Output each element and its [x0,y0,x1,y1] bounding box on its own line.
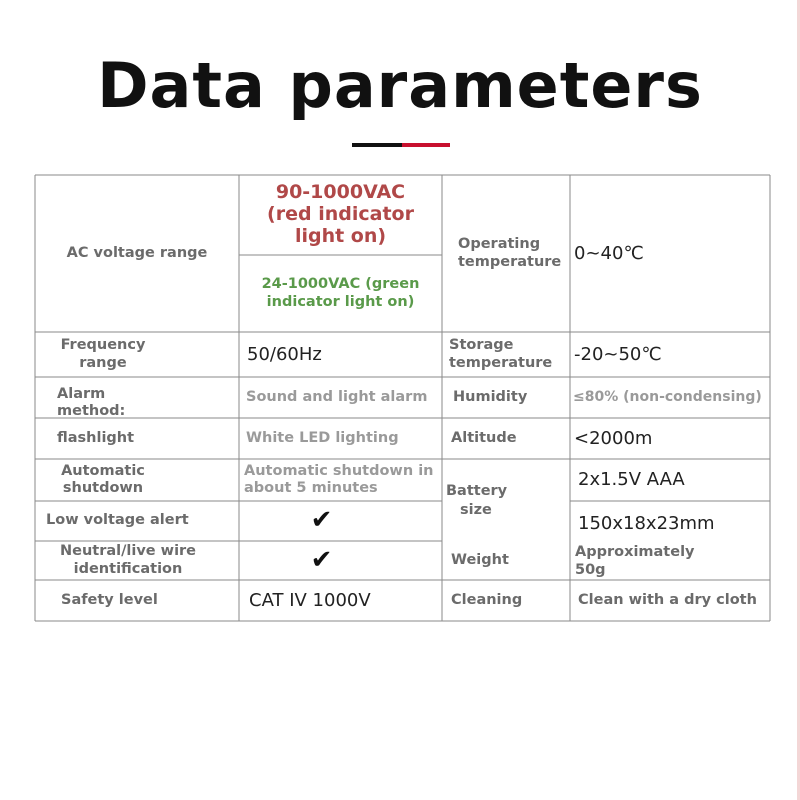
operating-temperature-value: 0~40℃ [574,242,644,264]
safety-level-value: CAT IV 1000V [249,589,371,611]
weight-label: Weight [451,551,509,568]
neutral-live-label: Neutral/live wire identification [59,543,197,577]
cleaning-value: Clean with a dry cloth [578,591,757,608]
operating-temperature-label: Operating temperature [458,236,562,270]
low-voltage-alert-label: Low voltage alert [46,512,189,529]
weight-value: Approximately 50g [575,544,695,578]
underline-black-segment [352,143,402,147]
flashlight-label: flashlight [57,430,135,447]
humidity-value: ≤80% (non-condensing) [573,389,762,406]
page-title: Data parameters [97,49,703,122]
flashlight-value: White LED lighting [246,429,399,446]
battery-label: Battery [446,483,508,500]
size-value: 150x18x23mm [578,512,715,534]
safety-level-label: Safety level [61,591,158,608]
size-label: size [460,502,492,519]
neutral-live-check-icon: ✔ [310,544,333,575]
auto-shutdown-label: Automatic shutdown [61,462,145,496]
alarm-method-label: Alarm method: [57,385,126,419]
cleaning-label: Cleaning [451,591,523,608]
underline-red-segment [402,143,450,147]
battery-value: 2x1.5V AAA [578,469,685,491]
low-voltage-check-icon: ✔ [310,505,333,536]
title-underline [352,143,450,147]
ac-voltage-label: AC voltage range [66,244,208,261]
storage-temperature-value: -20~50℃ [574,343,662,365]
humidity-label: Humidity [453,388,528,405]
frequency-value: 50/60Hz [247,343,322,365]
auto-shutdown-value: Automatic shutdown in about 5 minutes [244,462,434,496]
frequency-label: Frequency range [60,337,146,371]
altitude-label: Altitude [451,429,517,446]
storage-temperature-label: Storage temperature [449,337,553,371]
alarm-method-value: Sound and light alarm [246,388,428,405]
ac-voltage-green-value: 24-1000VAC (green indicator light on) [261,276,420,310]
altitude-value: <2000m [574,427,653,449]
ac-voltage-red-value: 90-1000VAC (red indicator light on) [267,181,414,247]
